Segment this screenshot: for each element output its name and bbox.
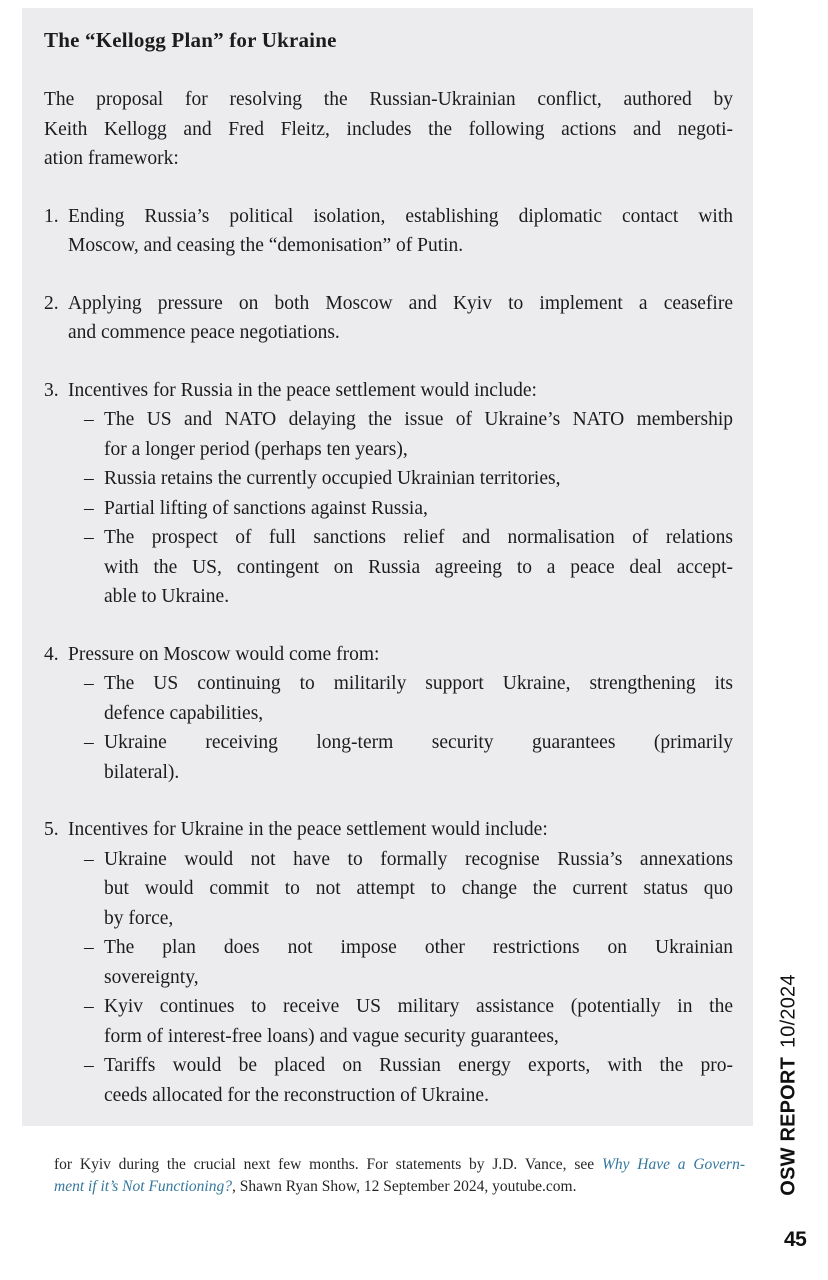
text-line: Tariffs would be placed on Russian energy exports, with the pro-	[104, 1055, 733, 1076]
text-line: but would commit to not attempt to change the current status quo	[104, 878, 733, 899]
text-line: Applying pressure on both Moscow and Kyiv to implement a ceasefire	[68, 292, 733, 314]
dash-bullet: –	[84, 527, 94, 548]
sub-item	[84, 405, 733, 464]
text-line: bilateral).	[104, 761, 180, 783]
sub-item	[84, 845, 733, 934]
sub-item	[84, 992, 733, 1051]
dash-bullet: –	[84, 732, 94, 753]
text-line: form of interest-free loans) and vague security guarantees,	[104, 1025, 559, 1047]
list-item-5	[44, 815, 733, 1110]
footnote-text: for Kyiv during the crucial next few months. For statements by J.D. Vance, see	[54, 1156, 602, 1173]
sub-item	[84, 669, 733, 728]
dash-bullet: –	[84, 937, 94, 958]
dash-bullet: –	[84, 468, 94, 489]
footnote-text: , Shawn Ryan Show, 12 September 2024, youtube.com.	[231, 1178, 577, 1195]
page-number: 45	[784, 1228, 807, 1251]
list-item-1	[44, 202, 733, 261]
text-line: Russia retains the currently occupied Ukrainian territories,	[104, 468, 561, 489]
footnote	[54, 1154, 745, 1198]
intro-paragraph	[44, 85, 733, 174]
report-sidebar-label	[778, 974, 801, 1195]
list-item-2	[44, 289, 733, 348]
text-line: Ukraine would not have to formally recognise Russia’s annexations	[104, 848, 733, 870]
sub-item	[84, 464, 733, 494]
dash-bullet: –	[84, 848, 94, 870]
text-line: and commence peace negotiations.	[68, 322, 340, 343]
footnote-line	[54, 1176, 745, 1198]
text-line: Keith Kellogg and Fred Fleitz, includes the following actions and negoti-	[44, 118, 733, 140]
text-line: Kyiv continues to receive US military assistance (potentially in the	[104, 996, 733, 1017]
footnote-line	[54, 1154, 745, 1176]
list-item-head: Pressure on Moscow would come from:	[68, 643, 380, 665]
text-line: by force,	[104, 907, 174, 929]
text-line: with the US, contingent on Russia agreeing to a peace deal accept-	[104, 556, 733, 578]
dash-bullet: –	[84, 1055, 94, 1076]
dash-bullet: –	[84, 409, 94, 430]
dash-bullet: –	[84, 996, 94, 1017]
report-name: OSW REPORT	[777, 1057, 800, 1196]
list-number: 2.	[44, 292, 59, 314]
text-line: Partial lifting of sanctions against Russia,	[104, 497, 428, 519]
dash-bullet: –	[84, 673, 94, 694]
list-number: 5.	[44, 819, 59, 840]
list-item-4	[44, 640, 733, 788]
text-line: Ukraine receiving long-term security guarantees (primarily	[104, 732, 733, 753]
text-line: for a longer period (perhaps ten years),	[104, 438, 408, 460]
sub-item	[84, 1051, 733, 1110]
text-line: ceeds allocated for the reconstruction of Ukraine.	[104, 1084, 489, 1106]
list-item-head: Incentives for Russia in the peace settlement would include:	[68, 379, 537, 401]
sub-item	[84, 523, 733, 612]
list-number: 3.	[44, 379, 59, 401]
report-issue: 10/2024	[777, 974, 800, 1049]
list-item-3	[44, 376, 733, 612]
text-line: ation framework:	[44, 148, 179, 169]
text-line: The plan does not impose other restrictions on Ukrainian	[104, 937, 733, 958]
footnote-link[interactable]: Why Have a Govern-	[601, 1156, 745, 1173]
sub-item	[84, 728, 733, 787]
box-title: The “Kellogg Plan” for Ukraine	[44, 28, 337, 52]
text-line: Ending Russia’s political isolation, establishing diplomatic contact with	[68, 205, 733, 227]
text-line: able to Ukraine.	[104, 586, 230, 607]
text-line: The US continuing to militarily support Ukraine, strengthening its	[104, 673, 733, 694]
list-item-head: Incentives for Ukraine in the peace settlement would include:	[68, 819, 548, 840]
sub-item	[84, 933, 733, 992]
list-number: 1.	[44, 205, 59, 227]
text-line: The US and NATO delaying the issue of Ukraine’s NATO membership	[104, 409, 733, 430]
dash-bullet: –	[84, 497, 94, 519]
sub-item	[84, 494, 733, 524]
text-line: defence capabilities,	[104, 702, 264, 724]
kellogg-plan-box	[22, 8, 753, 1126]
text-line: The proposal for resolving the Russian-Ukrainian conflict, authored by	[44, 89, 733, 110]
list-number: 4.	[44, 643, 59, 665]
text-line: The prospect of full sanctions relief and normalisation of relations	[104, 527, 733, 548]
text-line: sovereignty,	[104, 966, 199, 988]
text-line: Moscow, and ceasing the “demonisation” of Putin.	[68, 235, 464, 256]
footnote-link[interactable]: ment if it’s Not Functioning?	[54, 1178, 232, 1195]
